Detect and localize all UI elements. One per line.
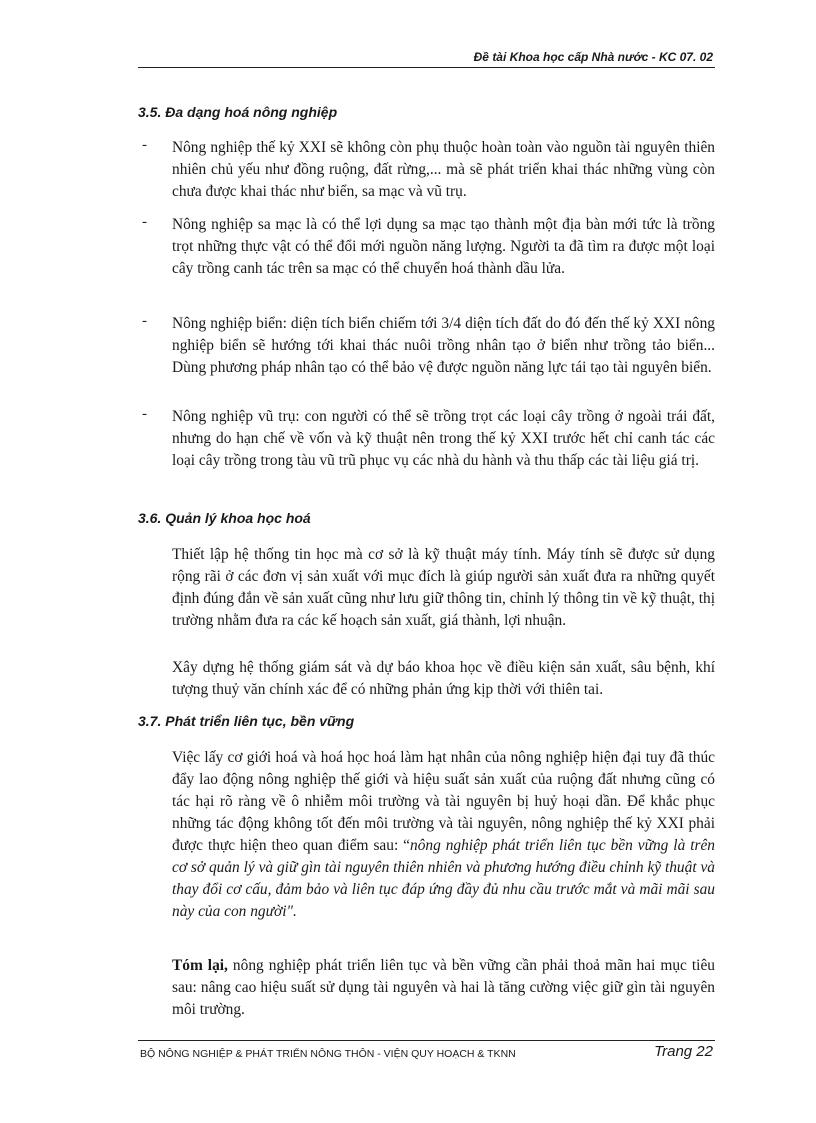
quoted-text: nông nghiệp phát triển liên tục bền vững là trên cơ sở quản lý và giữ gìn tài nguyên thiên nhiên và phương hướng điều chỉnh kỹ thuật và thay đổi cơ cấu, đảm bảo và liên tục đáp ứng đầy đủ nhu cầu trước mắt và mãi mãi sau này của con người". — [172, 837, 715, 920]
section-heading-3-5: 3.5. Đa dạng hoá nông nghiệp — [138, 104, 338, 120]
dash-bullet: - — [142, 313, 147, 329]
dash-bullet: - — [142, 137, 147, 153]
header-divider — [138, 67, 715, 68]
bullet-text: Nông nghiệp vũ trụ: con người có thể sẽ trồng trọt các loại cây trồng ở ngoài trái đất, nhưng do hạn chế về vốn và kỹ thuật nên trong thế kỷ XXI trước hết chỉ canh tác các loại cây trồng trong tàu vũ trũ phục vụ các nhà du hành và thu thấp các tài liệu giá trị. — [172, 408, 715, 469]
bullet-text: Nông nghiệp sa mạc là có thể lợi dụng sa mạc tạo thành một địa bàn mới tức là trồng trọt những thực vật có thể đổi mới nguồn năng lượng. Người ta đã tìm ra được một loại cây trồng canh tác trên sa mạc có thể chuyển hoá thành dầu lửa. — [172, 216, 715, 277]
footer-divider — [138, 1040, 715, 1041]
summary-paragraph — [172, 955, 715, 1021]
list-item — [138, 313, 715, 379]
dash-bullet: - — [142, 214, 147, 230]
paragraph: Thiết lập hệ thống tin học mà cơ sở là kỹ thuật máy tính. Máy tính sẽ được sử dụng rộng rãi ở các đơn vị sản xuất với mục đích là giúp người sản xuất đưa ra những quyết định đúng đắn về sản xuất cũng như lưu giữ thông tin, chỉnh lý thông tin về kỹ thuật, thị trường nhằm đưa ra các kế hoạch sản xuất, giá thành, lợi nhuận. — [172, 546, 715, 629]
bullet-text: Nông nghiệp thế kỷ XXI sẽ không còn phụ thuộc hoàn toàn vào nguồn tài nguyên thiên nhiên chủ yếu như đồng ruộng, đất rừng,... mà sẽ phát triển khai thác những vùng còn chưa được khai thác như biển, sa mạc và vũ trụ. — [172, 139, 715, 200]
footer-organization: BỘ NÔNG NGHIỆP & PHÁT TRIỂN NÔNG THÔN - VIỆN QUY HOẠCH & TKNN — [140, 1048, 516, 1060]
page-number: Trang 22 — [654, 1043, 713, 1060]
paragraph: Xây dựng hệ thống giám sát và dự báo khoa học về điều kiện sản xuất, sâu bệnh, khí tượng thuỷ văn chính xác để có những phản ứng kịp thời với thiên tai. — [172, 659, 715, 698]
list-item — [138, 406, 715, 472]
list-item — [138, 137, 715, 203]
document-header-title: Đề tài Khoa học cấp Nhà nước - KC 07. 02 — [473, 50, 713, 64]
dash-bullet: - — [142, 406, 147, 422]
bullet-text: Nông nghiệp biển: diện tích biển chiếm tới 3/4 diện tích đất do đó đến thế kỷ XXI nông nghiệp biển sẽ hướng tới khai thác nuôi trồng nhân tạo ở biển như trồng tảo biển... Dùng phương pháp nhân tạo có thể bảo vệ được nguồn năng lực tái tạo tài nguyên biển. — [172, 315, 715, 376]
section-heading-3-6: 3.6. Quản lý khoa học hoá — [138, 510, 311, 526]
summary-text: nông nghiệp phát triển liên tục và bền vững cần phải thoả mãn hai mục tiêu sau: nâng cao hiệu suất sử dụng tài nguyên và hai là tăng cường việc giữ gìn tài nguyên môi trường. — [172, 957, 715, 1018]
section-heading-3-7: 3.7. Phát triển liên tục, bền vững — [138, 713, 355, 729]
summary-lead: Tóm lại, — [172, 957, 228, 974]
list-item — [138, 214, 715, 280]
paragraph-text: Việc lấy cơ giới hoá và hoá học hoá làm hạt nhân của nông nghiệp hiện đại tuy đã thúc đẩy lao động nông nghiệp thế giới và hiệu suất sản xuất của ruộng đất nhưng cũng có tác hại rõ ràng về ô nhiễm môi trường và tài nguyên bị huỷ hoại dần. Để khắc phục những tác động không tốt đến môi trường và tài nguyên, nông nghiệp thế kỷ XXI phải được thực hiện theo quan điểm sau: “ — [172, 749, 715, 854]
paragraph — [172, 747, 715, 923]
